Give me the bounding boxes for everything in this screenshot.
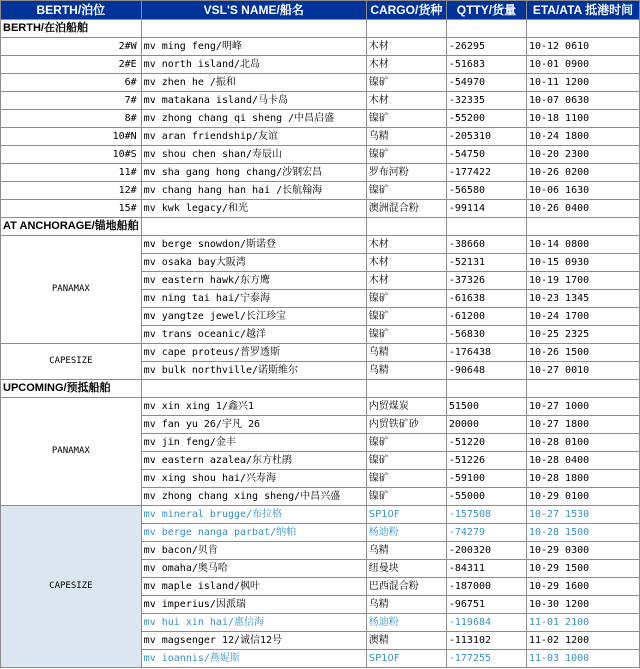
- vessel-name-cell[interactable]: mv kwk legacy/和光: [141, 200, 366, 218]
- quantity-cell[interactable]: -74279: [446, 524, 526, 542]
- header-row: [1, 1, 640, 20]
- table-row: [1, 200, 640, 218]
- table-row: [1, 398, 640, 416]
- quantity-cell[interactable]: -157508: [446, 506, 526, 524]
- quantity-cell[interactable]: -56580: [446, 182, 526, 200]
- quantity-cell[interactable]: -61638: [446, 290, 526, 308]
- header-berth[interactable]: BERTH/泊位: [1, 1, 142, 20]
- quantity-cell[interactable]: -96751: [446, 596, 526, 614]
- cargo-cell[interactable]: 乌精: [366, 596, 446, 614]
- quantity-cell[interactable]: -55000: [446, 488, 526, 506]
- eta-cell[interactable]: 10-26 0400: [526, 200, 639, 218]
- eta-cell[interactable]: 11-02 1200: [526, 632, 639, 650]
- table-row: [1, 38, 640, 56]
- berth-cell[interactable]: 12#: [1, 182, 142, 200]
- vessel-name-cell[interactable]: mv ning tai hai/宁泰海: [141, 290, 366, 308]
- empty-cell[interactable]: [366, 20, 446, 38]
- empty-cell[interactable]: [446, 380, 526, 398]
- eta-cell[interactable]: 10-19 1700: [526, 272, 639, 290]
- cargo-cell[interactable]: 木材: [366, 254, 446, 272]
- cargo-cell[interactable]: 澳洲混合粉: [366, 200, 446, 218]
- eta-cell[interactable]: 10-26 1500: [526, 344, 639, 362]
- cargo-cell[interactable]: 澳精: [366, 632, 446, 650]
- vessel-name-cell[interactable]: mv maple island/枫叶: [141, 578, 366, 596]
- vessel-class-label[interactable]: PANAMAX: [1, 398, 142, 506]
- vessel-name-cell[interactable]: mv jin feng/金丰: [141, 434, 366, 452]
- vessel-name-cell[interactable]: mv ioannis/燕妮斯: [141, 650, 366, 668]
- quantity-cell[interactable]: -54750: [446, 146, 526, 164]
- berth-cell[interactable]: 7#: [1, 92, 142, 110]
- cargo-cell[interactable]: 木材: [366, 236, 446, 254]
- eta-cell[interactable]: 10-26 0200: [526, 164, 639, 182]
- cargo-cell[interactable]: 镍矿: [366, 488, 446, 506]
- berth-cell[interactable]: 10#N: [1, 128, 142, 146]
- eta-cell[interactable]: 10-12 0610: [526, 38, 639, 56]
- vessel-name-cell[interactable]: mv osaka bay大阪湾: [141, 254, 366, 272]
- vessel-name-cell[interactable]: mv xin xing 1/鑫兴1: [141, 398, 366, 416]
- quantity-cell[interactable]: -84311: [446, 560, 526, 578]
- cargo-cell[interactable]: 镍矿: [366, 290, 446, 308]
- eta-cell[interactable]: 10-29 0100: [526, 488, 639, 506]
- vessel-name-cell[interactable]: mv xing shou hai/兴寿海: [141, 470, 366, 488]
- berth-cell[interactable]: 2#W: [1, 38, 142, 56]
- quantity-cell[interactable]: -55200: [446, 110, 526, 128]
- quantity-cell[interactable]: -200320: [446, 542, 526, 560]
- cargo-cell[interactable]: 木材: [366, 92, 446, 110]
- eta-cell[interactable]: 10-14 0800: [526, 236, 639, 254]
- quantity-cell[interactable]: -56830: [446, 326, 526, 344]
- eta-cell[interactable]: 10-24 1800: [526, 128, 639, 146]
- eta-cell[interactable]: 10-30 1200: [526, 596, 639, 614]
- table-row: [1, 146, 640, 164]
- cargo-cell[interactable]: 杨迪粉: [366, 614, 446, 632]
- cargo-cell[interactable]: 镍矿: [366, 470, 446, 488]
- eta-cell[interactable]: 10-27 0010: [526, 362, 639, 380]
- quantity-cell[interactable]: -187000: [446, 578, 526, 596]
- table-row: [1, 110, 640, 128]
- section-title[interactable]: AT ANCHORAGE/锚地船舶: [1, 218, 142, 236]
- quantity-cell[interactable]: -37326: [446, 272, 526, 290]
- eta-cell[interactable]: 10-25 2325: [526, 326, 639, 344]
- eta-cell[interactable]: 10-29 0300: [526, 542, 639, 560]
- cargo-cell[interactable]: 乌精: [366, 362, 446, 380]
- quantity-cell[interactable]: -51683: [446, 56, 526, 74]
- berth-cell[interactable]: 2#E: [1, 56, 142, 74]
- empty-cell[interactable]: [141, 380, 366, 398]
- empty-cell[interactable]: [446, 218, 526, 236]
- eta-cell[interactable]: 10-01 0900: [526, 56, 639, 74]
- table-row: [1, 506, 640, 524]
- vessel-name-cell[interactable]: mv eastern hawk/东方鹰: [141, 272, 366, 290]
- berth-cell[interactable]: 8#: [1, 110, 142, 128]
- quantity-cell[interactable]: -52131: [446, 254, 526, 272]
- vessel-name-cell[interactable]: mv imperius/因派瑞: [141, 596, 366, 614]
- eta-cell[interactable]: 10-29 1500: [526, 560, 639, 578]
- eta-cell[interactable]: 10-27 1800: [526, 416, 639, 434]
- section-header-row: [1, 218, 640, 236]
- table-row: [1, 236, 640, 254]
- table-row: [1, 92, 640, 110]
- quantity-cell[interactable]: -99114: [446, 200, 526, 218]
- vessel-name-cell[interactable]: mv berge nanga parbat/纳帕: [141, 524, 366, 542]
- eta-cell[interactable]: 10-27 1000: [526, 398, 639, 416]
- vessel-name-cell[interactable]: mv zhen he /振和: [141, 74, 366, 92]
- vessel-name-cell[interactable]: mv aran friendship/友谊: [141, 128, 366, 146]
- cargo-cell[interactable]: 内贸煤炭: [366, 398, 446, 416]
- table-row: [1, 74, 640, 92]
- eta-cell[interactable]: 10-18 1100: [526, 110, 639, 128]
- empty-cell[interactable]: [141, 20, 366, 38]
- quantity-cell[interactable]: -61200: [446, 308, 526, 326]
- cargo-cell[interactable]: 木材: [366, 38, 446, 56]
- eta-cell[interactable]: 10-28 0100: [526, 434, 639, 452]
- vessel-name-cell[interactable]: mv zhong chang qi sheng /中昌启盛: [141, 110, 366, 128]
- eta-cell[interactable]: 10-29 1600: [526, 578, 639, 596]
- cargo-cell[interactable]: 罗布河粉: [366, 164, 446, 182]
- quantity-cell[interactable]: -177422: [446, 164, 526, 182]
- quantity-cell[interactable]: -90648: [446, 362, 526, 380]
- cargo-cell[interactable]: 镍矿: [366, 326, 446, 344]
- vessel-name-cell[interactable]: mv trans oceanic/越洋: [141, 326, 366, 344]
- vessel-name-cell[interactable]: mv north island/北岛: [141, 56, 366, 74]
- cargo-cell[interactable]: 乌精: [366, 542, 446, 560]
- cargo-cell[interactable]: 木材: [366, 56, 446, 74]
- section-header-row: [1, 20, 640, 38]
- quantity-cell[interactable]: -51220: [446, 434, 526, 452]
- cargo-cell[interactable]: 木材: [366, 272, 446, 290]
- cargo-cell[interactable]: 镍矿: [366, 452, 446, 470]
- quantity-cell[interactable]: -51226: [446, 452, 526, 470]
- empty-cell[interactable]: [141, 218, 366, 236]
- empty-cell[interactable]: [446, 20, 526, 38]
- vessel-name-cell[interactable]: mv zhong chang xing sheng/中昌兴盛: [141, 488, 366, 506]
- berth-cell[interactable]: 11#: [1, 164, 142, 182]
- section-title[interactable]: UPCOMING/预抵船舶: [1, 380, 142, 398]
- eta-cell[interactable]: 11-01 2100: [526, 614, 639, 632]
- berth-cell[interactable]: 6#: [1, 74, 142, 92]
- vessel-name-cell[interactable]: mv mineral brugge/布拉格: [141, 506, 366, 524]
- eta-cell[interactable]: 11-03 1000: [526, 650, 639, 668]
- vessel-name-cell[interactable]: mv yangtze jewel/长江珍宝: [141, 308, 366, 326]
- vessel-name-cell[interactable]: mv chang hang han hai /长航翰海: [141, 182, 366, 200]
- table-row: [1, 344, 640, 362]
- vessel-name-cell[interactable]: mv cape proteus/普罗透斯: [141, 344, 366, 362]
- empty-cell[interactable]: [366, 218, 446, 236]
- cargo-cell[interactable]: SP10F: [366, 506, 446, 524]
- empty-cell[interactable]: [526, 218, 639, 236]
- header-eta[interactable]: ETA/ATA 抵港时间: [526, 1, 639, 20]
- cargo-cell[interactable]: 杨迪粉: [366, 524, 446, 542]
- eta-cell[interactable]: 10-07 0630: [526, 92, 639, 110]
- eta-cell[interactable]: 10-28 0400: [526, 452, 639, 470]
- vessel-name-cell[interactable]: mv bacon/贝肯: [141, 542, 366, 560]
- quantity-cell[interactable]: -113102: [446, 632, 526, 650]
- vessel-name-cell[interactable]: mv fan yu 26/宇凡 26: [141, 416, 366, 434]
- vessel-name-cell[interactable]: mv magsenger 12/诚信12号: [141, 632, 366, 650]
- eta-cell[interactable]: 10-24 1700: [526, 308, 639, 326]
- table-row: [1, 128, 640, 146]
- berth-cell[interactable]: 10#S: [1, 146, 142, 164]
- quantity-cell[interactable]: -32335: [446, 92, 526, 110]
- quantity-cell[interactable]: -59100: [446, 470, 526, 488]
- vessel-name-cell[interactable]: mv sha gang hong chang/沙钢宏昌: [141, 164, 366, 182]
- header-cargo[interactable]: CARGO/货种: [366, 1, 446, 20]
- table-row: [1, 164, 640, 182]
- quantity-cell[interactable]: 20000: [446, 416, 526, 434]
- berth-cell[interactable]: 15#: [1, 200, 142, 218]
- vessel-name-cell[interactable]: mv ming feng/明峰: [141, 38, 366, 56]
- cargo-cell[interactable]: 镍矿: [366, 74, 446, 92]
- quantity-cell[interactable]: -119684: [446, 614, 526, 632]
- eta-cell[interactable]: 10-11 1200: [526, 74, 639, 92]
- cargo-cell[interactable]: SP10F: [366, 650, 446, 668]
- cargo-cell[interactable]: 乌精: [366, 128, 446, 146]
- cargo-cell[interactable]: 内贸铁矿砂: [366, 416, 446, 434]
- table-row: [1, 182, 640, 200]
- eta-cell[interactable]: 10-20 2300: [526, 146, 639, 164]
- cargo-cell[interactable]: 镍矿: [366, 182, 446, 200]
- table-body: [1, 20, 640, 668]
- eta-cell[interactable]: 10-27 1530: [526, 506, 639, 524]
- vessel-class-label[interactable]: CAPESIZE: [1, 506, 142, 668]
- cargo-cell[interactable]: 巴西混合粉: [366, 578, 446, 596]
- vessel-name-cell[interactable]: mv matakana island/马卡岛: [141, 92, 366, 110]
- header-quantity[interactable]: QTTY/货量: [446, 1, 526, 20]
- section-header-row: [1, 380, 640, 398]
- eta-cell[interactable]: 10-28 1500: [526, 524, 639, 542]
- empty-cell[interactable]: [366, 380, 446, 398]
- quantity-cell[interactable]: -176438: [446, 344, 526, 362]
- vessel-name-cell[interactable]: mv hui xin hai/惠信海: [141, 614, 366, 632]
- quantity-cell[interactable]: -26295: [446, 38, 526, 56]
- vessel-name-cell[interactable]: mv omaha/奥马哈: [141, 560, 366, 578]
- cargo-cell[interactable]: 镍矿: [366, 434, 446, 452]
- vessel-class-label[interactable]: CAPESIZE: [1, 344, 142, 380]
- quantity-cell[interactable]: 51500: [446, 398, 526, 416]
- section-title[interactable]: BERTH/在泊船舶: [1, 20, 142, 38]
- vessel-name-cell[interactable]: mv shou chen shan/寿辰山: [141, 146, 366, 164]
- vessel-class-label[interactable]: PANAMAX: [1, 236, 142, 344]
- quantity-cell[interactable]: -54970: [446, 74, 526, 92]
- vessel-name-cell[interactable]: mv eastern azalea/东方杜鹃: [141, 452, 366, 470]
- eta-cell[interactable]: 10-06 1630: [526, 182, 639, 200]
- quantity-cell[interactable]: -177255: [446, 650, 526, 668]
- quantity-cell[interactable]: -205310: [446, 128, 526, 146]
- empty-cell[interactable]: [526, 20, 639, 38]
- empty-cell[interactable]: [526, 380, 639, 398]
- cargo-cell[interactable]: 镍矿: [366, 308, 446, 326]
- vessel-name-cell[interactable]: mv berge snowdon/斯诺登: [141, 236, 366, 254]
- vessel-name-cell[interactable]: mv bulk northville/诺斯维尔: [141, 362, 366, 380]
- cargo-cell[interactable]: 镍矿: [366, 146, 446, 164]
- eta-cell[interactable]: 10-23 1345: [526, 290, 639, 308]
- header-vessel-name[interactable]: VSL'S NAME/船名: [141, 1, 366, 20]
- cargo-cell[interactable]: 镍矿: [366, 110, 446, 128]
- eta-cell[interactable]: 10-28 1800: [526, 470, 639, 488]
- cargo-cell[interactable]: 纽曼块: [366, 560, 446, 578]
- eta-cell[interactable]: 10-15 0930: [526, 254, 639, 272]
- quantity-cell[interactable]: -38660: [446, 236, 526, 254]
- cargo-cell[interactable]: 乌精: [366, 344, 446, 362]
- table-row: [1, 56, 640, 74]
